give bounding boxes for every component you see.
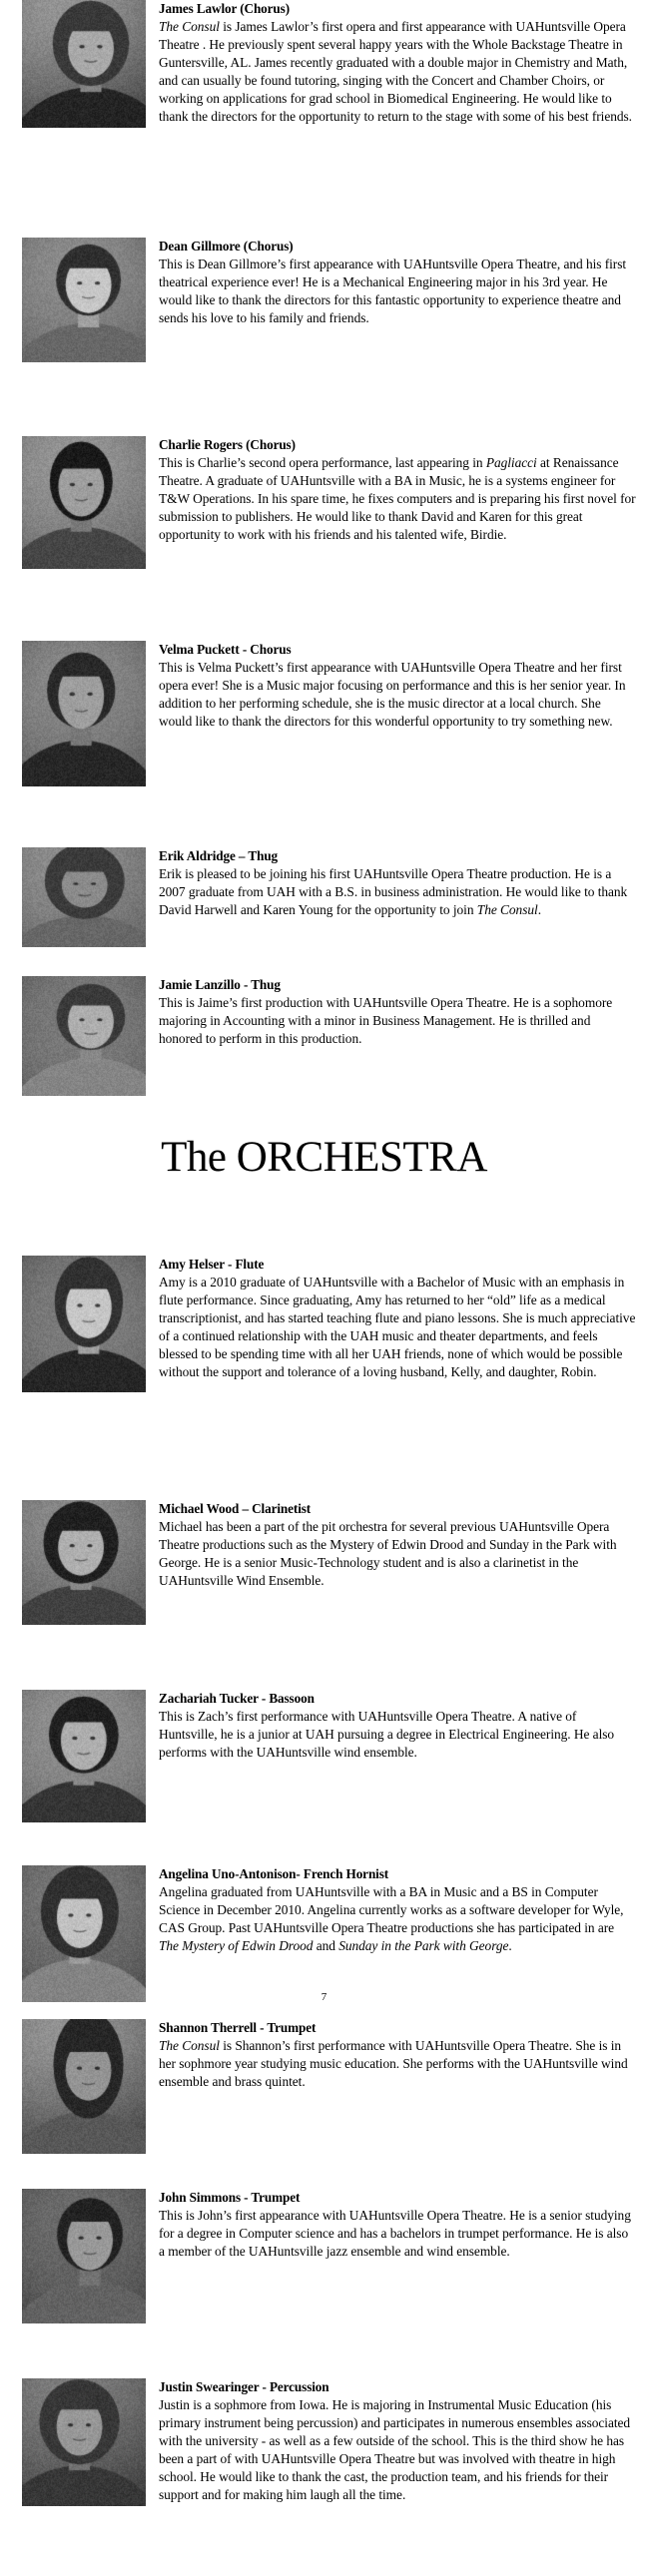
heading-caps-word: ORCHESTRA [236,1134,487,1181]
bio-text-run: is Shannon’s first performance with UAHuntsville Opera Theatre. She is in her sophmore year studying music education. She performs with the UAHuntsville wind ensemble and brass quintet. [159,2038,628,2090]
portrait-velma-puckett [22,641,146,786]
bio-text-run: is James Lawlor’s first opera and first appearance with UAHuntsville Opera Theatre . He previously spent several happy years with the Whole Backstage Theatre in Guntersville, AL. James recently graduated with a double major in Chemistry and Math, and can usually be found tutoring, singing with the Concert and Chamber Choirs, or working on applications for grad school in Biomedical Engineering. He would like to thank the directors for the opportunity to return to the stage with some of his best friends. [159,19,632,125]
bio-name: Dean Gillmore (Chorus) [159,239,294,254]
portrait-justin-swearinger-image [22,2378,146,2506]
bio-entry [0,641,648,786]
bio-text-run: Michael has been a part of the pit orchestra for several previous UAHuntsville Opera Theatre productions such as the Mystery of Edwin Drood and Sunday in the Park with George. He is a senior Music-Technology student and is also a clarinetist in the UAHuntsville Wind Ensemble. [159,1519,617,1589]
bio-text-run: Amy is a 2010 graduate of UAHuntsville with a Bachelor of Music with an emphasis in flute performance. Since graduating, Amy has returned to her “old” life as a medical transcriptionist, and has started teaching flute and piano lessons. She is much appreciative of a continued relationship with the UAH music and theater departments, and feels blessed to be spending time with all her UAH friends, none of which would be possible without the support and tolerance of a loving husband, Kelly, and daughter, Robin. [159,1275,636,1380]
bio-body [159,641,636,731]
bio-text-italic-run: Sunday in the Park with George [338,1938,509,1954]
bio-name: Shannon Therrell - Trumpet [159,2020,317,2035]
bio-text [159,2396,636,2504]
bio-text-run: . [508,1938,512,1954]
bio-entry [0,2019,648,2154]
bio-text-italic-run: The Consul [159,19,220,35]
portrait-michael-wood [22,1500,146,1625]
bio-name: Zachariah Tucker - Bassoon [159,1691,315,1706]
bio-entry [0,1256,648,1392]
portrait-velma-puckett-image [22,641,146,786]
bio-body [159,1690,636,1762]
bio-text-run: at Renaissance Theatre. A graduate of UAHuntsville with a BA in Music, he is a systems engineer for T&W Operations. In his spare time, he fixes computers and is preparing his first novel for submission to publishers. He would like to thank David and Karen for this great opportunity to work with his friends and his talented wife, Birdie. [159,455,636,543]
bio-entry [0,976,648,1096]
bio-text [159,256,636,327]
bio-name: Amy Helser - Flute [159,1257,265,1272]
bio-body [159,1865,636,1955]
portrait-jamie-lanzillo [22,976,146,1096]
bio-text [159,659,636,731]
bio-entry [0,2378,648,2506]
bio-text [159,1708,636,1762]
bio-body [159,0,636,126]
bio-entry [0,2189,648,2323]
bio-text [159,865,636,919]
bio-text-run: Angelina graduated from UAHuntsville with a BA in Music and a BS in Computer Science in December 2010. Angelina currently works as a software developer for Wyle, CAS Group. Past UAHuntsville Opera Theatre productions she has participated in are [159,1884,624,1936]
portrait-angelina-uno-antonison [22,1865,146,2002]
bio-body [159,2378,636,2504]
bio-body [159,1500,636,1590]
bio-entry [0,238,648,362]
bio-text-run: and [313,1938,339,1954]
bio-text-run: This is John’s first appearance with UAHuntsville Opera Theatre. He is a senior studying for a degree in Computer science and has a bachelors in trumpet performance. He is also a member of the UAHuntsville jazz ensemble and wind ensemble. [159,2208,631,2260]
bio-name: James Lawlor (Chorus) [159,1,290,16]
bio-text-italic-run: The Consul [476,902,538,918]
bio-name: Erik Aldridge – Thug [159,848,279,863]
portrait-shannon-therrell-image [22,2019,146,2154]
bio-name: Angelina Uno-Antonison- French Hornist [159,1866,389,1881]
bio-text-run: Erik is pleased to be joining his first UAHuntsville Opera Theatre production. He is a 2007 graduate from UAH with a B.S. in business administration. He would like to thank David Harwell and Karen Young for the opportunity to join [159,866,628,918]
portrait-zachariah-tucker [22,1690,146,1822]
bio-body [159,2189,636,2261]
bio-text-italic-run: The Mystery of Edwin Drood [159,1938,314,1954]
bio-text-run: This is Zach’s first performance with UAHuntsville Opera Theatre. A native of Huntsville, he is a junior at UAH pursuing a degree in Electrical Engineering. He also performs with the UAHuntsville wind ensemble. [159,1709,615,1761]
portrait-dean-gillmore [22,238,146,362]
bio-text-italic-run: The Consul [159,2038,220,2054]
bio-text-run: This is Charlie’s second opera performance, last appearing in [159,455,486,471]
bio-text-run: This is Jaime’s first production with UAHuntsville Opera Theatre. He is a sophomore majoring in Accounting with a minor in Business Management. He is thrilled and honored to perform in this production. [159,995,613,1047]
bio-body [159,2019,636,2091]
bio-text [159,994,636,1048]
portrait-dean-gillmore-image [22,238,146,362]
bio-body [159,1256,636,1381]
bio-entry [0,847,648,947]
bio-text [159,2037,636,2091]
portrait-angelina-uno-antonison-image [22,1865,146,2002]
portrait-charlie-rogers-image [22,436,146,569]
bio-body [159,238,636,327]
bio-text [159,18,636,126]
bio-name: Jamie Lanzillo - Thug [159,977,281,992]
portrait-james-lawlor [22,0,146,128]
bio-text [159,1518,636,1590]
bio-name: Charlie Rogers (Chorus) [159,437,296,452]
bio-text [159,2207,636,2261]
bio-text-run: This is Velma Puckett’s first appearance with UAHuntsville Opera Theatre and her first opera ever! She is a Music major focusing on performance and this is her senior year. In addition to her performing schedule, she is the music director at a local church. She would like to thank the directors for this wonderful opportunity to try something new. [159,660,626,730]
bio-name: Justin Swearinger - Percussion [159,2379,329,2394]
bio-name: John Simmons - Trumpet [159,2190,301,2205]
bio-entry [0,1865,648,2002]
bio-body [159,847,636,919]
portrait-james-lawlor-image [22,0,146,128]
bio-entry [0,0,648,128]
portrait-jamie-lanzillo-image [22,976,146,1096]
bio-entry [0,1500,648,1625]
portrait-erik-aldridge-image [22,847,146,947]
bio-text-italic-run: Pagliacci [485,455,537,471]
portrait-michael-wood-image [22,1500,146,1625]
bio-body [159,436,636,544]
portrait-justin-swearinger [22,2378,146,2506]
portrait-amy-helser-image [22,1256,146,1392]
portrait-john-simmons-image [22,2189,146,2323]
bio-entry [0,436,648,569]
portrait-erik-aldridge [22,847,146,947]
bio-name: Velma Puckett - Chorus [159,642,292,657]
bio-text [159,1274,636,1381]
portrait-zachariah-tucker-image [22,1690,146,1822]
heading-lead-word: The [161,1134,237,1181]
orchestra-section-heading [0,1136,648,1179]
page-number: 7 [321,1991,327,2003]
bio-body [159,976,636,1048]
portrait-john-simmons [22,2189,146,2323]
bio-name: Michael Wood – Clarinetist [159,1501,312,1516]
bio-text-run: Justin is a sophmore from Iowa. He is majoring in Instrumental Music Education (his primary instrument being percussion) and participates in numerous ensembles associated with the university - as well as a few outside of the school. This is the third show he has been a part of with UAHuntsville Opera Theatre but was involved with theatre in high school. He would like to thank the cast, the production team, and his friends for their support and for making him laugh all the time. [159,2397,631,2503]
bio-text [159,454,636,544]
bio-entry [0,1690,648,1822]
bio-text [159,1883,636,1955]
bio-text-run: This is Dean Gillmore’s first appearance with UAHuntsville Opera Theatre, and his first theatrical experience ever! He is a Mechanical Engineering major in his 3rd year. He would like to thank the directors for this fantastic opportunity to experience theatre and sends his love to his family and friends. [159,257,627,326]
portrait-charlie-rogers [22,436,146,569]
portrait-amy-helser [22,1256,146,1392]
bio-text-run: . [537,902,541,918]
portrait-shannon-therrell [22,2019,146,2154]
